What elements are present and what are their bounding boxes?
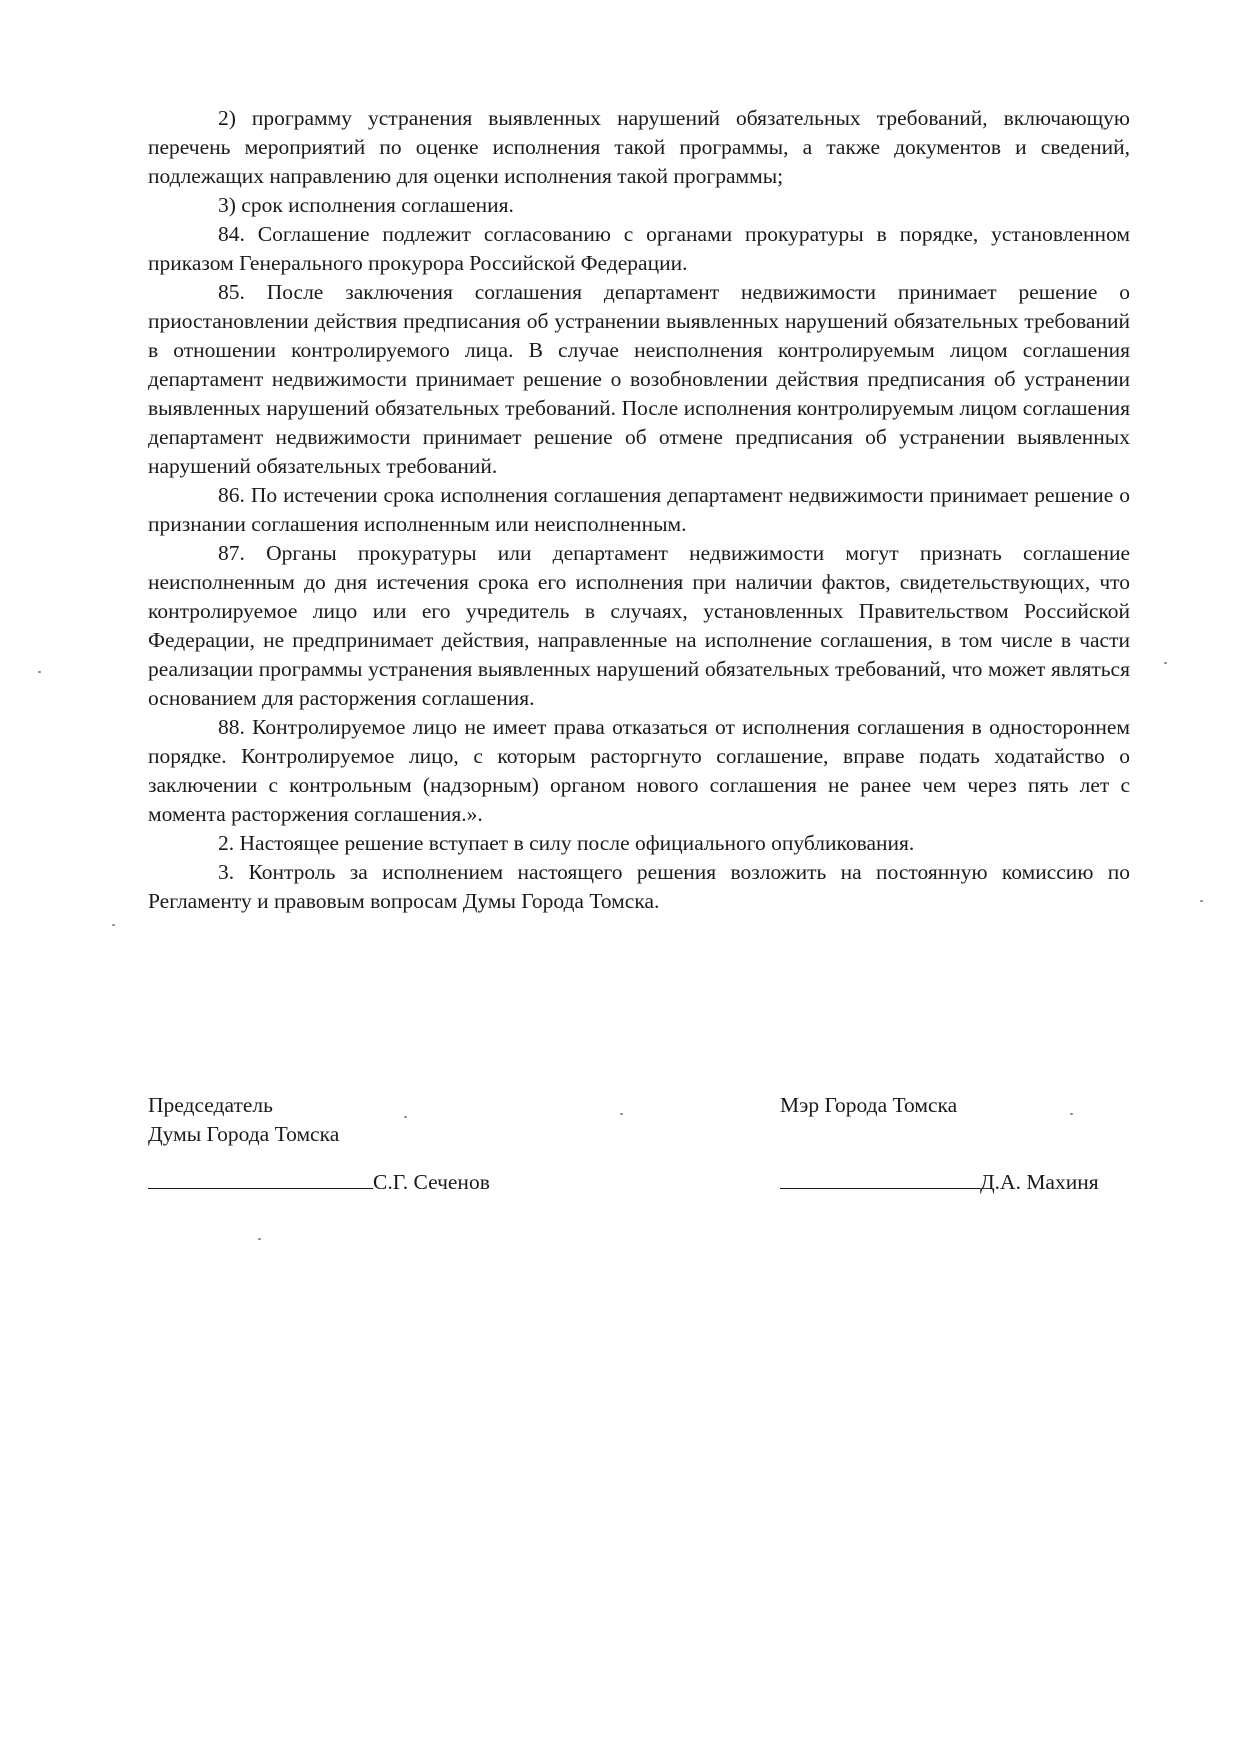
- paragraph-85: 85. После заключения соглашения департамент недвижимости принимает решение о приостановлении действия предписания об устранении выявленных нарушений обязательных требований в отношении контролируемого лица. В случае неисполнения контролируемым лицом соглашения департамент недвижимости принимает решение о возобновлении действия предписания об устранении выявленных нарушений обязательных требований. После исполнения контролируемым лицом соглашения департамент недвижимости принимает решение об отмене предписания об устранении выявленных нарушений обязательных требований.: [148, 280, 1130, 478]
- mayor-signature-row: [780, 1168, 1099, 1197]
- paragraph-decision-2: 2. Настоящее решение вступает в силу после официального опубликования.: [218, 831, 915, 855]
- mayor-title: Мэр Города Томска: [780, 1093, 958, 1117]
- scan-speck: [1164, 662, 1167, 664]
- signature-chairman: [148, 1091, 568, 1194]
- paragraph-84: 84. Соглашение подлежит согласованию с органами прокуратуры в порядке, установленном приказом Генерального прокурора Российской Федерации.: [148, 222, 1130, 275]
- paragraph-86: 86. По истечении срока исполнения соглашения департамент недвижимости принимает решение о признании соглашения исполненным или неисполненным.: [148, 483, 1130, 536]
- scan-speck: [620, 1113, 623, 1115]
- mayor-name: Д.А. Махиня: [980, 1170, 1099, 1194]
- document-body: [148, 104, 1130, 916]
- chairman-signature-line: [148, 1187, 373, 1189]
- scan-speck: [404, 1116, 407, 1118]
- chairman-title-line2: Думы Города Томска: [148, 1122, 340, 1146]
- paragraph-item-2: 2) программу устранения выявленных нарушений обязательных требований, включающую перечень мероприятий по оценке исполнения такой программы, а также документов и сведений, подлежащих направлению для оценки исполнения такой программы;: [148, 106, 1130, 188]
- chairman-signature-row: [148, 1168, 490, 1197]
- scan-speck: [1070, 1113, 1073, 1115]
- scan-speck: [1200, 900, 1203, 902]
- mayor-signature-line: [780, 1187, 980, 1189]
- scan-speck: [258, 1238, 261, 1240]
- paragraph-decision-3: 3. Контроль за исполнением настоящего решения возложить на постоянную комиссию по Регламенту и правовым вопросам Думы Города Томска.: [148, 860, 1130, 913]
- paragraph-87: 87. Органы прокуратуры или департамент недвижимости могут признать соглашение неисполненным до дня истечения срока его исполнения при наличии фактов, свидетельствующих, что контролируемое лицо или его учредитель в случаях, установленных Правительством Российской Федерации, не предпринимает действия, направленные на исполнение соглашения, в том числе в части реализации программы устранения выявленных нарушений обязательных требований, что может являться основанием для расторжения соглашения.: [148, 541, 1130, 710]
- signature-mayor: [780, 1091, 1130, 1194]
- paragraph-88: 88. Контролируемое лицо не имеет права отказаться от исполнения соглашения в одностороннем порядке. Контролируемое лицо, с которым расторгнуто соглашение, вправе подать ходатайство о заключении с контрольным (надзорным) органом нового соглашения не ранее чем через пять лет с момента расторжения соглашения.».: [148, 715, 1130, 826]
- signature-block: [148, 1091, 1130, 1221]
- paragraph-item-3: 3) срок исполнения соглашения.: [218, 193, 514, 217]
- chairman-name: С.Г. Сеченов: [373, 1170, 490, 1194]
- scan-speck: [112, 924, 115, 926]
- chairman-title-line1: Председатель: [148, 1093, 273, 1117]
- scan-speck: [38, 671, 41, 673]
